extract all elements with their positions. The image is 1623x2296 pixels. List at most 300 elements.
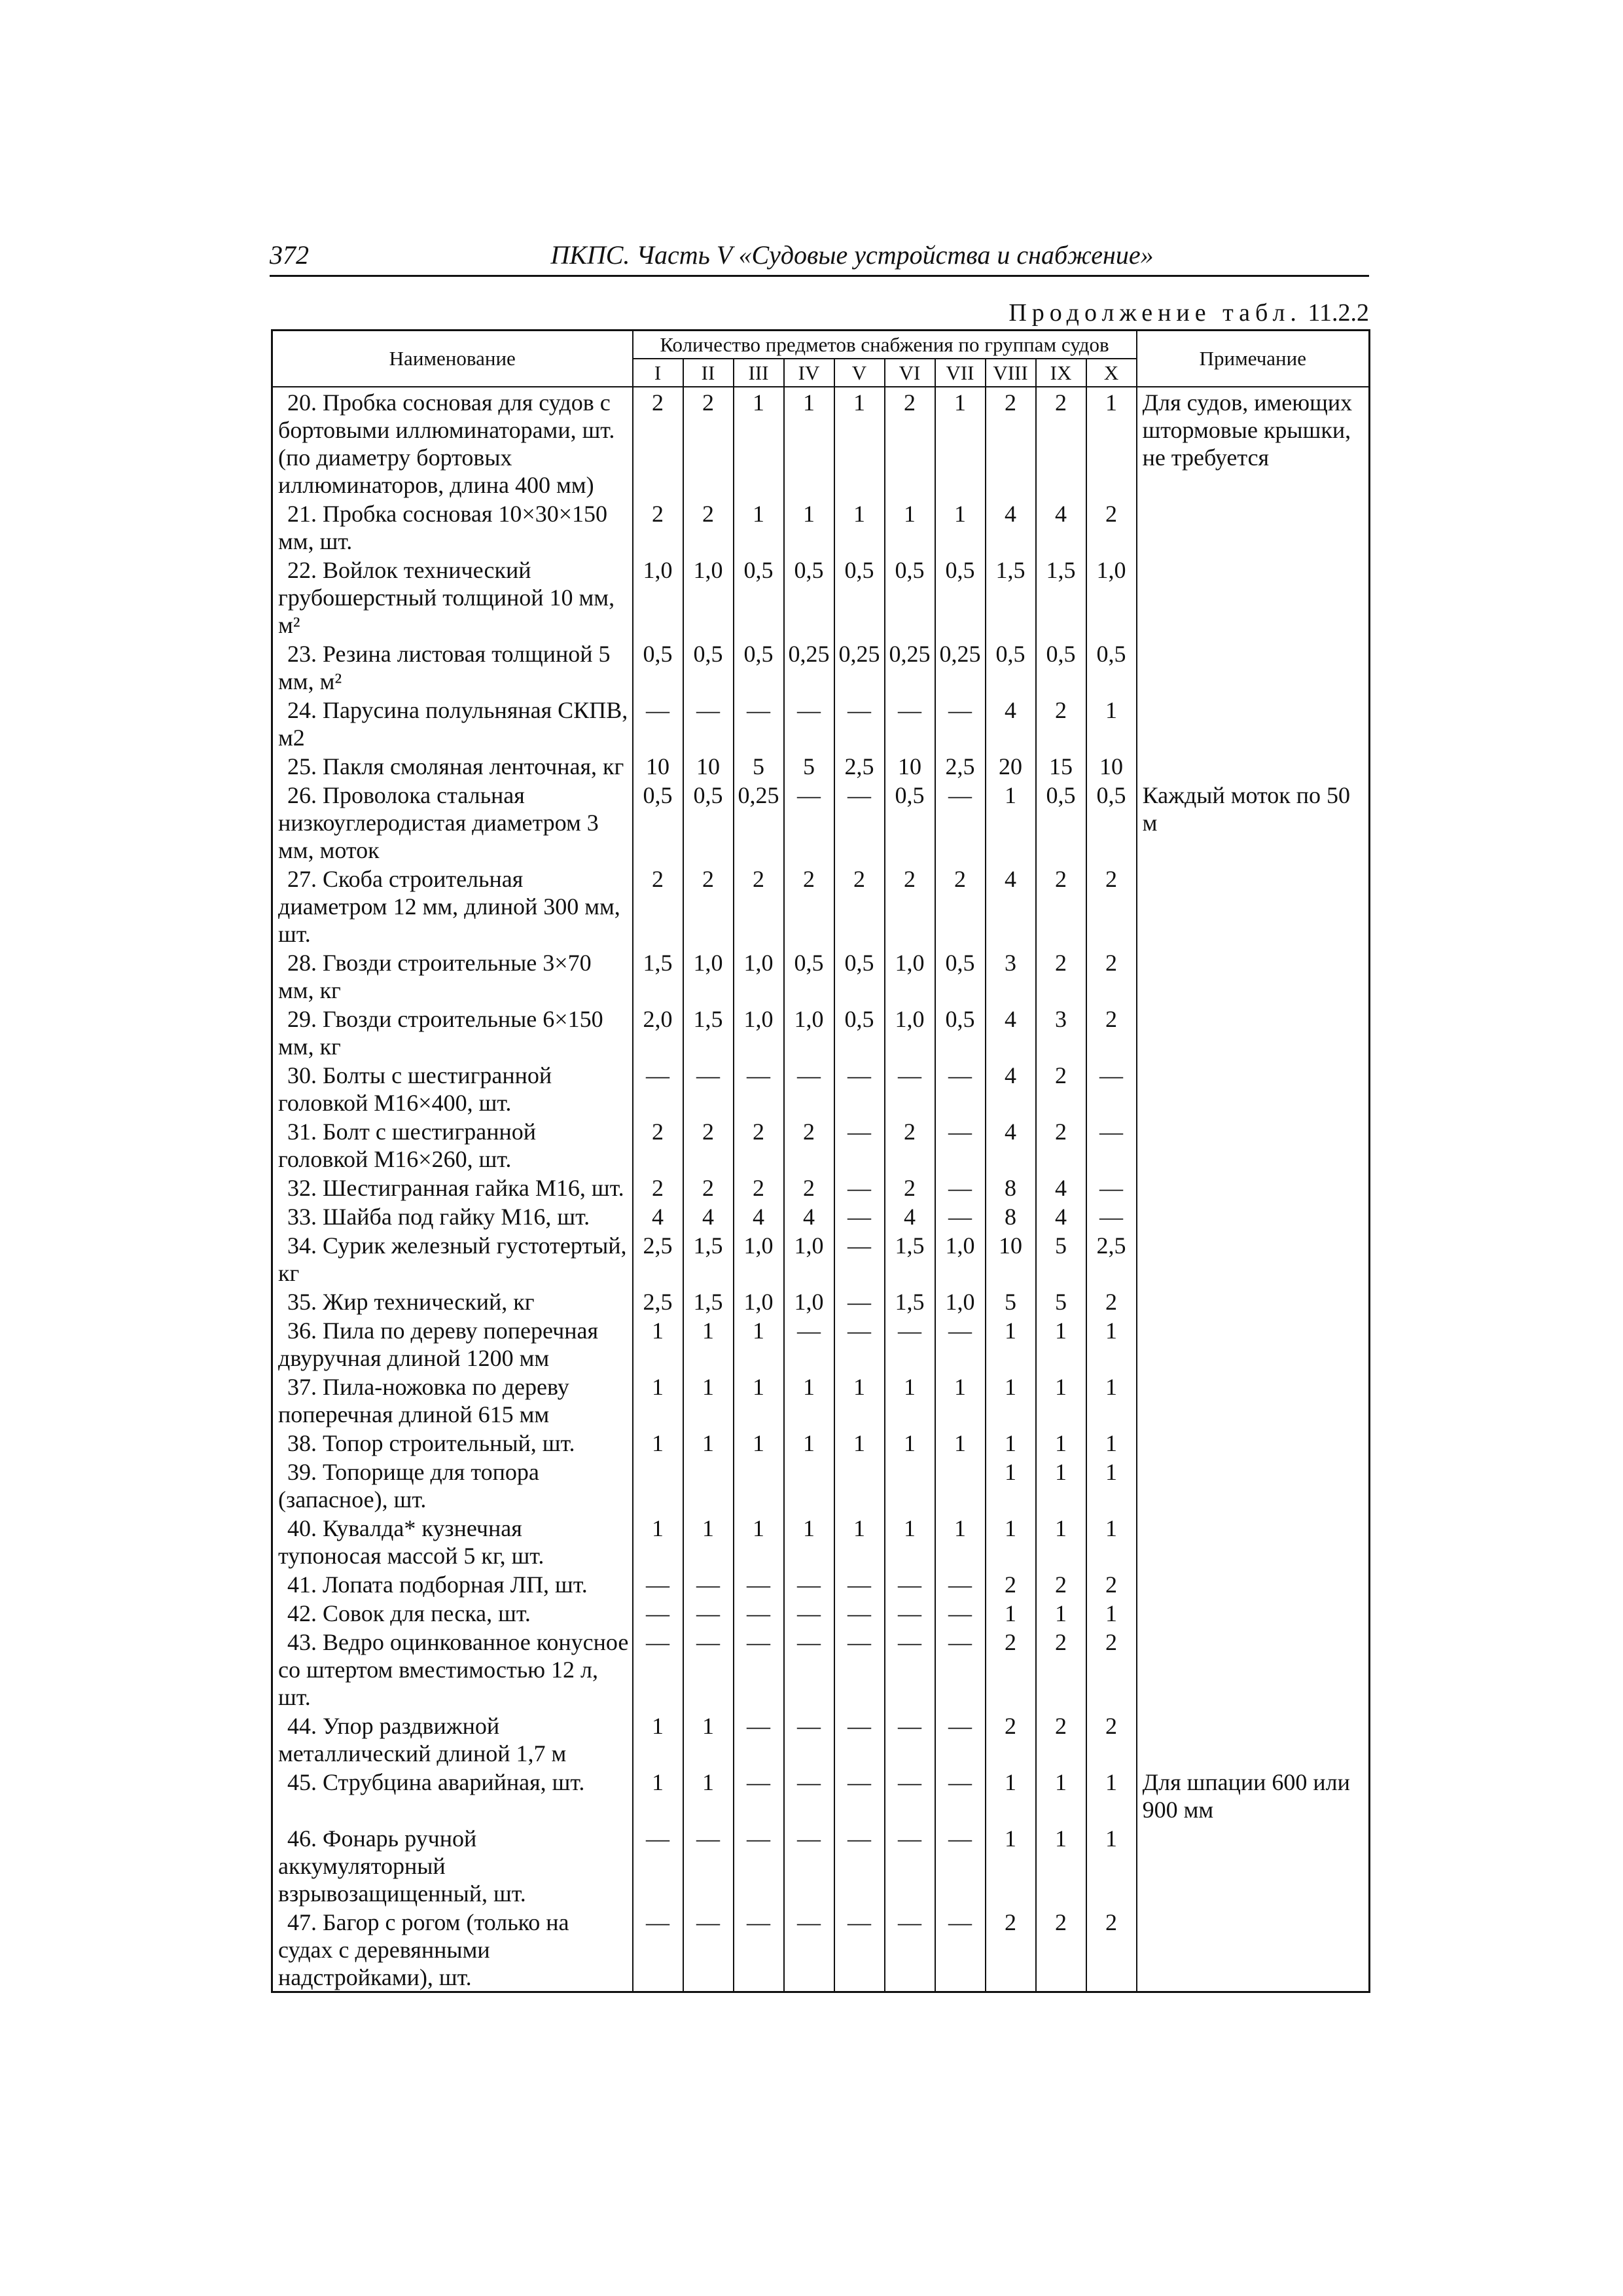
qty-cell-group-9: 2 (1036, 1117, 1086, 1173)
table-row (272, 1767, 1370, 1823)
qty-cell-group-2: 1 (683, 1513, 734, 1570)
qty-cell-group-7: — (935, 1570, 986, 1598)
table-row (272, 1287, 1370, 1316)
qty-cell-group-7: — (935, 695, 986, 751)
qty-cell-group-1: — (633, 1060, 683, 1117)
qty-cell-group-10: 0,5 (1086, 639, 1137, 695)
qty-cell-group-2: 2 (683, 499, 734, 555)
qty-cell-group-1: — (633, 1823, 683, 1907)
qty-cell-group-5: — (834, 1570, 885, 1598)
qty-cell-group-8: 4 (986, 1004, 1036, 1060)
qty-cell-group-10: 2 (1086, 1287, 1137, 1316)
item-name: 33. Шайба под гайку М16, шт. (272, 1202, 633, 1230)
qty-cell-group-10: 1 (1086, 1823, 1137, 1907)
qty-cell-group-9: 2 (1036, 387, 1086, 499)
qty-cell-group-9: 1 (1036, 1823, 1086, 1907)
group-header-8: VIII (986, 359, 1036, 387)
item-name: 24. Парусина полульняная СКПВ, м2 (272, 695, 633, 751)
qty-cell-group-6: 2 (885, 387, 935, 499)
qty-cell-group-4: — (784, 1627, 834, 1711)
qty-cell-group-1: 0,5 (633, 639, 683, 695)
item-name: 30. Болты с шестигранной головкой М16×400, шт. (272, 1060, 633, 1117)
qty-cell-group-10: 2 (1086, 1570, 1137, 1598)
qty-cell-group-4: — (784, 1060, 834, 1117)
item-note (1137, 1598, 1370, 1627)
qty-cell-group-3: 1 (734, 387, 784, 499)
qty-cell-group-1: 4 (633, 1202, 683, 1230)
qty-cell-group-2: — (683, 1823, 734, 1907)
table-row (272, 1823, 1370, 1907)
item-note (1137, 751, 1370, 780)
qty-cell-group-4: 2 (784, 864, 834, 948)
qty-cell-group-3: 1 (734, 1372, 784, 1428)
col-header-quantity: Количество предметов снабжения по группам судов (633, 331, 1137, 359)
item-note (1137, 1202, 1370, 1230)
qty-cell-group-5: 2,5 (834, 751, 885, 780)
qty-cell-group-10: 1 (1086, 1457, 1137, 1513)
group-header-5: V (834, 359, 885, 387)
qty-cell-group-10: 1 (1086, 387, 1137, 499)
qty-cell-group-10: 1 (1086, 1316, 1137, 1372)
qty-cell-group-2: 1 (683, 1372, 734, 1428)
qty-cell-group-8: 2 (986, 1627, 1036, 1711)
qty-cell-group-9: 2 (1036, 1570, 1086, 1598)
qty-cell-group-3: 1 (734, 1513, 784, 1570)
qty-cell-group-6: 1,5 (885, 1230, 935, 1287)
qty-cell-group-10: 1 (1086, 1372, 1137, 1428)
qty-cell-group-8: 1 (986, 1457, 1036, 1513)
qty-cell-group-8: 1 (986, 1598, 1036, 1627)
qty-cell-group-6: — (885, 1711, 935, 1767)
qty-cell-group-9: 2 (1036, 1907, 1086, 1992)
qty-cell-group-4: — (784, 1767, 834, 1823)
qty-cell-group-5: — (834, 1060, 885, 1117)
group-header-7: VII (935, 359, 986, 387)
table-row (272, 780, 1370, 864)
qty-cell-group-2: 2 (683, 1117, 734, 1173)
table-row (272, 948, 1370, 1004)
table-body (272, 387, 1370, 1992)
group-header-3: III (734, 359, 784, 387)
qty-cell-group-5: 2 (834, 864, 885, 948)
qty-cell-group-5: 1 (834, 499, 885, 555)
qty-cell-group-9: 0,5 (1036, 780, 1086, 864)
item-note (1137, 1230, 1370, 1287)
table-row (272, 1202, 1370, 1230)
qty-cell-group-4: 0,25 (784, 639, 834, 695)
qty-cell-group-6: — (885, 1598, 935, 1627)
table-row (272, 1372, 1370, 1428)
qty-cell-group-6: — (885, 1627, 935, 1711)
qty-cell-group-4: 1,0 (784, 1287, 834, 1316)
table-row (272, 1316, 1370, 1372)
qty-cell-group-5: — (834, 1823, 885, 1907)
qty-cell-group-10: 10 (1086, 751, 1137, 780)
qty-cell-group-7: — (935, 1627, 986, 1711)
qty-cell-group-8: 1,5 (986, 555, 1036, 639)
qty-cell-group-2: — (683, 695, 734, 751)
qty-cell-group-7: — (935, 1060, 986, 1117)
qty-cell-group-8: 1 (986, 1823, 1036, 1907)
qty-cell-group-5: — (834, 1767, 885, 1823)
qty-cell-group-8: 1 (986, 1428, 1036, 1457)
qty-cell-group-4: 1 (784, 499, 834, 555)
group-header-10: X (1086, 359, 1137, 387)
qty-cell-group-4: 4 (784, 1202, 834, 1230)
qty-cell-group-4: — (784, 1823, 834, 1907)
qty-cell-group-6: 1,5 (885, 1287, 935, 1316)
qty-cell-group-5: 0,5 (834, 1004, 885, 1060)
qty-cell-group-10: 2 (1086, 1627, 1137, 1711)
item-name: 38. Топор строительный, шт. (272, 1428, 633, 1457)
qty-cell-group-2: 1,0 (683, 555, 734, 639)
item-name: 42. Совок для песка, шт. (272, 1598, 633, 1627)
qty-cell-group-8: 3 (986, 948, 1036, 1004)
qty-cell-group-3: 1 (734, 499, 784, 555)
qty-cell-group-7: 1 (935, 499, 986, 555)
qty-cell-group-10: 2 (1086, 948, 1137, 1004)
item-name: 26. Проволока стальная низкоуглеродистая диаметром 3 мм, моток (272, 780, 633, 864)
qty-cell-group-2 (683, 1457, 734, 1513)
header-rule (270, 275, 1369, 277)
qty-cell-group-9: 1 (1036, 1457, 1086, 1513)
table-row (272, 555, 1370, 639)
qty-cell-group-4: 1 (784, 1428, 834, 1457)
item-name: 21. Пробка сосновая 10×30×150 мм, шт. (272, 499, 633, 555)
qty-cell-group-5: — (834, 1598, 885, 1627)
qty-cell-group-6: 2 (885, 1117, 935, 1173)
qty-cell-group-9: 2 (1036, 1711, 1086, 1767)
qty-cell-group-4: — (784, 1907, 834, 1992)
table-row (272, 1060, 1370, 1117)
item-note (1137, 1627, 1370, 1711)
qty-cell-group-1: 2 (633, 499, 683, 555)
qty-cell-group-3: 1,0 (734, 1004, 784, 1060)
qty-cell-group-1: — (633, 695, 683, 751)
qty-cell-group-6: 1 (885, 1428, 935, 1457)
table-row (272, 1428, 1370, 1457)
qty-cell-group-2: — (683, 1627, 734, 1711)
qty-cell-group-9: 1 (1036, 1316, 1086, 1372)
qty-cell-group-1: 1 (633, 1711, 683, 1767)
qty-cell-group-7: 1,0 (935, 1230, 986, 1287)
qty-cell-group-8: 4 (986, 695, 1036, 751)
qty-cell-group-6: 1 (885, 1513, 935, 1570)
qty-cell-group-9: 2 (1036, 948, 1086, 1004)
qty-cell-group-5: 1 (834, 1428, 885, 1457)
qty-cell-group-2: — (683, 1598, 734, 1627)
qty-cell-group-5: — (834, 1316, 885, 1372)
qty-cell-group-4: 1 (784, 1513, 834, 1570)
table-row (272, 1004, 1370, 1060)
qty-cell-group-7: — (935, 1117, 986, 1173)
item-note (1137, 1173, 1370, 1202)
qty-cell-group-2: — (683, 1570, 734, 1598)
qty-cell-group-8: 10 (986, 1230, 1036, 1287)
qty-cell-group-3 (734, 1457, 784, 1513)
group-header-6: VI (885, 359, 935, 387)
qty-cell-group-8: 1 (986, 1767, 1036, 1823)
item-note (1137, 1907, 1370, 1992)
qty-cell-group-5: 0,5 (834, 948, 885, 1004)
item-name: 45. Струбцина аварийная, шт. (272, 1767, 633, 1823)
qty-cell-group-6: — (885, 1823, 935, 1907)
qty-cell-group-4: — (784, 1598, 834, 1627)
qty-cell-group-10: 2 (1086, 1907, 1137, 1992)
qty-cell-group-4: — (784, 1316, 834, 1372)
item-name: 23. Резина листовая толщиной 5 мм, м² (272, 639, 633, 695)
qty-cell-group-3: 0,25 (734, 780, 784, 864)
item-note (1137, 555, 1370, 639)
table-caption (1008, 298, 1369, 328)
qty-cell-group-1: — (633, 1627, 683, 1711)
qty-cell-group-6 (885, 1457, 935, 1513)
qty-cell-group-8: 1 (986, 1372, 1036, 1428)
qty-cell-group-1: 2,5 (633, 1230, 683, 1287)
item-note (1137, 1372, 1370, 1428)
qty-cell-group-7: 2,5 (935, 751, 986, 780)
qty-cell-group-8: 1 (986, 780, 1036, 864)
qty-cell-group-10: 2 (1086, 499, 1137, 555)
qty-cell-group-1: 2 (633, 1173, 683, 1202)
qty-cell-group-10: 1 (1086, 1598, 1137, 1627)
qty-cell-group-4: 2 (784, 1173, 834, 1202)
qty-cell-group-10: 0,5 (1086, 780, 1137, 864)
qty-cell-group-3: — (734, 1627, 784, 1711)
qty-cell-group-3: 1,0 (734, 1287, 784, 1316)
qty-cell-group-10: 2,5 (1086, 1230, 1137, 1287)
qty-cell-group-10: — (1086, 1060, 1137, 1117)
item-note (1137, 499, 1370, 555)
table-row (272, 1173, 1370, 1202)
qty-cell-group-10: — (1086, 1173, 1137, 1202)
qty-cell-group-7: 1 (935, 387, 986, 499)
qty-cell-group-5: 1 (834, 387, 885, 499)
item-name: 46. Фонарь ручной аккумуляторный взрывозащищенный, шт. (272, 1823, 633, 1907)
qty-cell-group-3: — (734, 1570, 784, 1598)
qty-cell-group-3: — (734, 695, 784, 751)
qty-cell-group-7: — (935, 1907, 986, 1992)
qty-cell-group-8: 1 (986, 1513, 1036, 1570)
qty-cell-group-7: — (935, 1202, 986, 1230)
qty-cell-group-8: 2 (986, 387, 1036, 499)
qty-cell-group-4: — (784, 1570, 834, 1598)
qty-cell-group-4: 1 (784, 387, 834, 499)
item-name: 20. Пробка сосновая для судов с бортовыми иллюминаторами, шт. (по диаметру бортовых иллюминаторов, длина 400 мм) (272, 387, 633, 499)
qty-cell-group-2: 1,5 (683, 1287, 734, 1316)
item-name: 34. Сурик железный густотертый, кг (272, 1230, 633, 1287)
qty-cell-group-3: 1,0 (734, 948, 784, 1004)
qty-cell-group-6: 0,5 (885, 780, 935, 864)
col-header-name: Наименование (272, 331, 633, 387)
qty-cell-group-7: — (935, 1711, 986, 1767)
qty-cell-group-1: — (633, 1907, 683, 1992)
qty-cell-group-8: 0,5 (986, 639, 1036, 695)
qty-cell-group-6: 1 (885, 1372, 935, 1428)
table-row (272, 499, 1370, 555)
item-note (1137, 639, 1370, 695)
qty-cell-group-5: 0,5 (834, 555, 885, 639)
item-name: 39. Топорище для топора (запасное), шт. (272, 1457, 633, 1513)
qty-cell-group-2: 1 (683, 1767, 734, 1823)
qty-cell-group-9: 2 (1036, 864, 1086, 948)
qty-cell-group-6: — (885, 1767, 935, 1823)
qty-cell-group-3: 1 (734, 1316, 784, 1372)
table-row (272, 1627, 1370, 1711)
qty-cell-group-5: — (834, 1627, 885, 1711)
qty-cell-group-9: 0,5 (1036, 639, 1086, 695)
qty-cell-group-10: 2 (1086, 1004, 1137, 1060)
item-note (1137, 1457, 1370, 1513)
item-note (1137, 695, 1370, 751)
qty-cell-group-9: 1 (1036, 1428, 1086, 1457)
qty-cell-group-3: 2 (734, 1117, 784, 1173)
qty-cell-group-9: 1,5 (1036, 555, 1086, 639)
qty-cell-group-9: 2 (1036, 1627, 1086, 1711)
qty-cell-group-2: 4 (683, 1202, 734, 1230)
qty-cell-group-7: — (935, 1823, 986, 1907)
qty-cell-group-9: 5 (1036, 1287, 1086, 1316)
qty-cell-group-8: 2 (986, 1570, 1036, 1598)
table-row (272, 1117, 1370, 1173)
qty-cell-group-7: 0,5 (935, 948, 986, 1004)
qty-cell-group-7: 0,5 (935, 1004, 986, 1060)
qty-cell-group-6: 1,0 (885, 1004, 935, 1060)
qty-cell-group-4: — (784, 695, 834, 751)
qty-cell-group-8: 8 (986, 1202, 1036, 1230)
qty-cell-group-3: — (734, 1907, 784, 1992)
qty-cell-group-5: — (834, 1711, 885, 1767)
table-row (272, 751, 1370, 780)
qty-cell-group-4: 5 (784, 751, 834, 780)
qty-cell-group-3: — (734, 1823, 784, 1907)
qty-cell-group-1: 2,5 (633, 1287, 683, 1316)
qty-cell-group-4: — (784, 1711, 834, 1767)
item-name: 32. Шестигранная гайка М16, шт. (272, 1173, 633, 1202)
qty-cell-group-6: — (885, 695, 935, 751)
qty-cell-group-9: 3 (1036, 1004, 1086, 1060)
qty-cell-group-3: 0,5 (734, 555, 784, 639)
qty-cell-group-5 (834, 1457, 885, 1513)
page-header (270, 237, 1369, 276)
qty-cell-group-1: 1 (633, 1428, 683, 1457)
qty-cell-group-10: 2 (1086, 1711, 1137, 1767)
qty-cell-group-1: — (633, 1570, 683, 1598)
qty-cell-group-4: 1,0 (784, 1004, 834, 1060)
qty-cell-group-9: 1 (1036, 1513, 1086, 1570)
item-name: 25. Пакля смоляная ленточная, кг (272, 751, 633, 780)
qty-cell-group-4: 1,0 (784, 1230, 834, 1287)
qty-cell-group-8: 20 (986, 751, 1036, 780)
qty-cell-group-5: — (834, 1117, 885, 1173)
qty-cell-group-9: 1 (1036, 1372, 1086, 1428)
running-title: ПКПС. Часть V «Судовые устройства и снабжение» (550, 240, 1154, 270)
header-row-1 (272, 331, 1370, 359)
qty-cell-group-4 (784, 1457, 834, 1513)
table-row (272, 1598, 1370, 1627)
qty-cell-group-3: — (734, 1060, 784, 1117)
item-note (1137, 1711, 1370, 1767)
qty-cell-group-9: 4 (1036, 1173, 1086, 1202)
qty-cell-group-5: — (834, 1287, 885, 1316)
table-caption-number: 11.2.2 (1308, 299, 1369, 327)
table-row (272, 1907, 1370, 1992)
item-name: 41. Лопата подборная ЛП, шт. (272, 1570, 633, 1598)
qty-cell-group-10: 1 (1086, 1767, 1137, 1823)
qty-cell-group-5: — (834, 695, 885, 751)
qty-cell-group-8: 8 (986, 1173, 1036, 1202)
qty-cell-group-1: 1 (633, 1372, 683, 1428)
table-row (272, 387, 1370, 499)
qty-cell-group-5: 0,25 (834, 639, 885, 695)
qty-cell-group-3: 2 (734, 864, 784, 948)
qty-cell-group-6: 2 (885, 1173, 935, 1202)
group-header-1: I (633, 359, 683, 387)
qty-cell-group-7: — (935, 1767, 986, 1823)
item-note: Каждый моток по 50 м (1137, 780, 1370, 864)
qty-cell-group-8: 5 (986, 1287, 1036, 1316)
qty-cell-group-1: 2 (633, 387, 683, 499)
qty-cell-group-1: 2 (633, 1117, 683, 1173)
qty-cell-group-4: 0,5 (784, 555, 834, 639)
qty-cell-group-8: 4 (986, 864, 1036, 948)
qty-cell-group-9: 1 (1036, 1598, 1086, 1627)
qty-cell-group-10: — (1086, 1202, 1137, 1230)
qty-cell-group-2: 0,5 (683, 639, 734, 695)
qty-cell-group-6: — (885, 1907, 935, 1992)
item-note (1137, 1060, 1370, 1117)
item-name: 35. Жир технический, кг (272, 1287, 633, 1316)
qty-cell-group-6: 0,5 (885, 555, 935, 639)
qty-cell-group-1: 10 (633, 751, 683, 780)
page-number: 372 (270, 240, 309, 270)
qty-cell-group-9: 4 (1036, 499, 1086, 555)
qty-cell-group-5: — (834, 1230, 885, 1287)
qty-cell-group-2: 2 (683, 864, 734, 948)
qty-cell-group-10: 1,0 (1086, 555, 1137, 639)
qty-cell-group-2: 0,5 (683, 780, 734, 864)
qty-cell-group-6: 2 (885, 864, 935, 948)
item-name: 31. Болт с шестигранной головкой М16×260, шт. (272, 1117, 633, 1173)
qty-cell-group-8: 1 (986, 1316, 1036, 1372)
qty-cell-group-8: 4 (986, 1117, 1036, 1173)
supply-table (271, 329, 1370, 1993)
qty-cell-group-3: 0,5 (734, 639, 784, 695)
qty-cell-group-7: — (935, 1173, 986, 1202)
item-note (1137, 948, 1370, 1004)
qty-cell-group-8: 2 (986, 1711, 1036, 1767)
qty-cell-group-6: 1,0 (885, 948, 935, 1004)
qty-cell-group-3: — (734, 1598, 784, 1627)
qty-cell-group-9: 15 (1036, 751, 1086, 780)
qty-cell-group-6: — (885, 1570, 935, 1598)
qty-cell-group-2: 1,5 (683, 1004, 734, 1060)
qty-cell-group-6: — (885, 1316, 935, 1372)
col-header-note: Примечание (1137, 331, 1370, 387)
qty-cell-group-2: 10 (683, 751, 734, 780)
qty-cell-group-7: 1 (935, 1428, 986, 1457)
qty-cell-group-5: — (834, 1907, 885, 1992)
qty-cell-group-6: 4 (885, 1202, 935, 1230)
item-note: Для судов, имеющих штормовые крышки, не требуется (1137, 387, 1370, 499)
item-name: 27. Скоба строительная диаметром 12 мм, длиной 300 мм, шт. (272, 864, 633, 948)
qty-cell-group-2: 2 (683, 387, 734, 499)
qty-cell-group-9: 2 (1036, 1060, 1086, 1117)
item-note (1137, 1004, 1370, 1060)
qty-cell-group-7: 1 (935, 1372, 986, 1428)
qty-cell-group-4: 1 (784, 1372, 834, 1428)
qty-cell-group-5: 1 (834, 1513, 885, 1570)
